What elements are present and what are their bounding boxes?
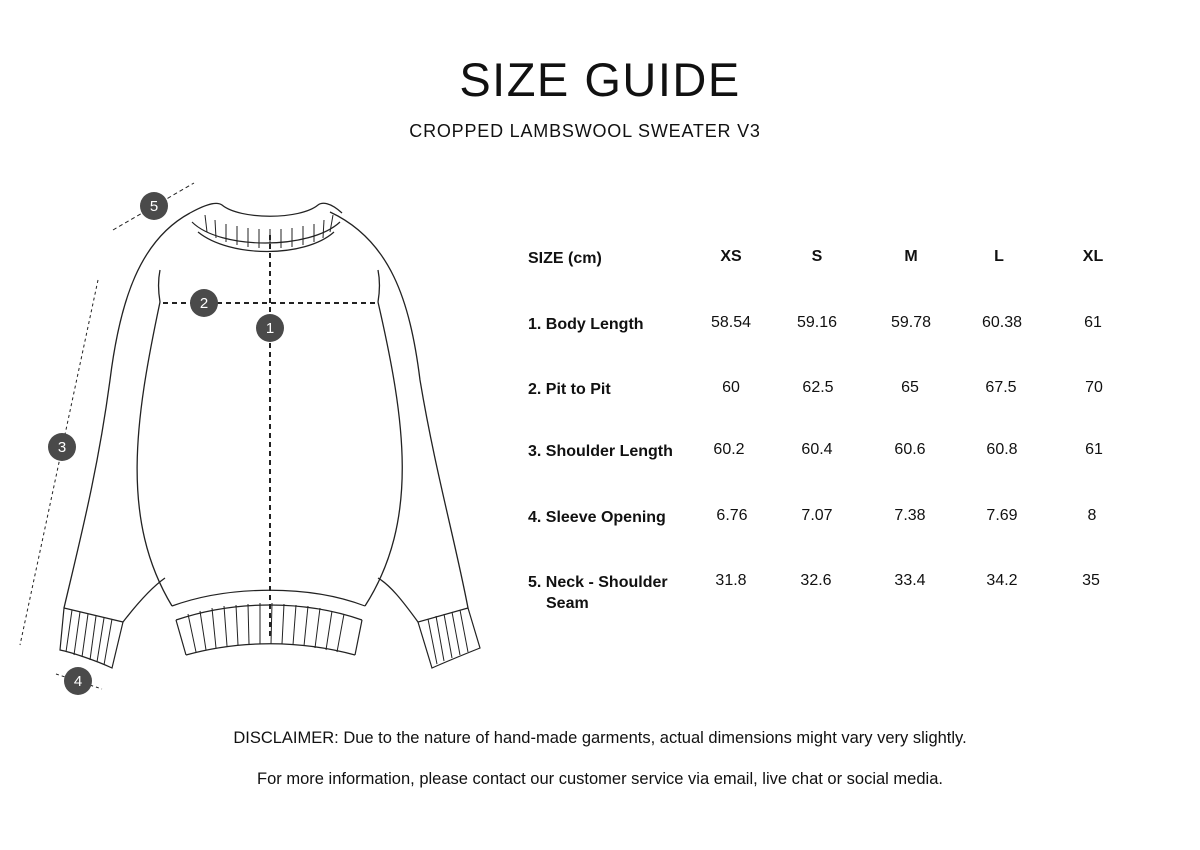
table-cell: 61 — [1085, 441, 1103, 458]
table-row — [518, 572, 1138, 622]
page-title: SIZE GUIDE — [459, 53, 741, 106]
table-cell: 59.16 — [796, 314, 838, 331]
contact-text: For more information, please contact our customer service via email, live chat or social media. — [257, 770, 943, 788]
header-s: S — [811, 248, 823, 265]
svg-text:3: 3 — [57, 439, 67, 456]
table-cell: 65 — [901, 379, 919, 396]
header-xs: XS — [720, 248, 742, 265]
table-row — [518, 314, 1138, 364]
hem-ribbing — [172, 590, 365, 655]
collar-ribbing — [190, 203, 342, 251]
table-cell: 60 — [722, 379, 740, 396]
table-cell: 34.2 — [986, 572, 1018, 589]
table-cell: 60.38 — [981, 314, 1023, 331]
left-cuff — [60, 608, 123, 668]
sweater-diagram — [0, 170, 500, 710]
right-cuff — [418, 608, 480, 668]
table-cell: 60.8 — [986, 441, 1018, 458]
table-cell: 31.8 — [715, 572, 747, 589]
row-label: 4. Sleeve Opening — [528, 509, 666, 526]
product-subtitle: CROPPED LAMBSWOOL SWEATER V3 — [409, 121, 761, 141]
table-cell: 35 — [1082, 572, 1100, 589]
table-cell: 6.76 — [716, 507, 748, 524]
table-row — [518, 507, 1138, 557]
marker-5 — [140, 192, 168, 220]
table-row — [518, 379, 1138, 429]
row-label-continued: Seam — [546, 595, 589, 612]
sweater-outline — [64, 212, 468, 622]
table-cell: 7.69 — [986, 507, 1018, 524]
table-cell: 62.5 — [802, 379, 834, 396]
svg-text:4: 4 — [73, 673, 83, 690]
marker-1 — [256, 314, 284, 342]
svg-text:5: 5 — [149, 198, 159, 215]
row-label: 5. Neck - Shoulder — [528, 574, 668, 591]
svg-text:1: 1 — [265, 320, 275, 337]
table-cell: 60.6 — [894, 441, 926, 458]
marker-2 — [190, 289, 218, 317]
row-label: 2. Pit to Pit — [528, 381, 611, 398]
table-cell: 60.2 — [713, 441, 745, 458]
row-label: 3. Shoulder Length — [528, 443, 673, 460]
table-cell: 7.38 — [894, 507, 926, 524]
header-l: L — [994, 248, 1004, 265]
header-xl: XL — [1082, 248, 1104, 265]
table-cell: 60.4 — [801, 441, 833, 458]
table-row — [518, 441, 1138, 491]
table-cell: 8 — [1087, 507, 1097, 524]
marker-3 — [48, 433, 76, 461]
table-cell: 59.78 — [890, 314, 932, 331]
row-label: 1. Body Length — [528, 316, 644, 333]
disclaimer-text: DISCLAIMER: Due to the nature of hand-made garments, actual dimensions might vary very slightly. — [233, 729, 967, 747]
table-cell: 7.07 — [801, 507, 833, 524]
svg-text:2: 2 — [199, 295, 209, 312]
table-cell: 70 — [1085, 379, 1103, 396]
table-cell: 67.5 — [985, 379, 1017, 396]
table-cell: 61 — [1084, 314, 1102, 331]
header-m: M — [904, 248, 918, 265]
table-header-row — [518, 248, 1138, 298]
header-size: SIZE (cm) — [528, 250, 602, 267]
table-cell: 58.54 — [710, 314, 752, 331]
marker-4 — [64, 667, 92, 695]
table-cell: 32.6 — [800, 572, 832, 589]
table-cell: 33.4 — [894, 572, 926, 589]
